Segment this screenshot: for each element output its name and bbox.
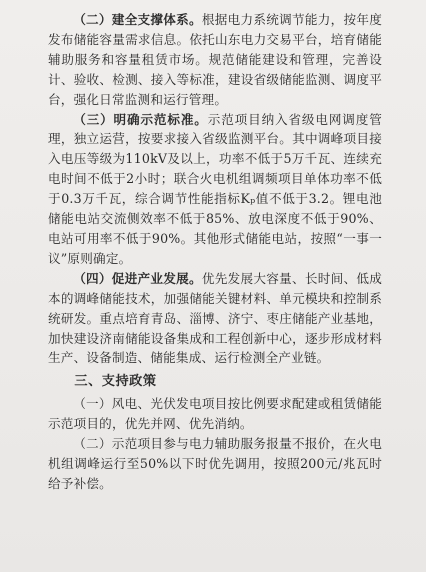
paragraph-lead: （三）明确示范标准。 bbox=[73, 111, 208, 127]
paragraph-industry-development bbox=[48, 269, 382, 369]
paragraph-lead: （二）建全支撑体系。 bbox=[73, 12, 202, 27]
section-heading: 三、支持政策 bbox=[74, 374, 157, 390]
paragraph-text: 根据电力系统调节能力，按年度发布储能容量需求信息。依托山东电力交易平台，培育储能辅助服务和容量租赁市场。规范储能建设和管理，完善设计、验收、检测、接入等标准，建设省级储能监测、调度平台，强化日常监测和运行管理。 bbox=[48, 12, 382, 107]
paragraph-policy-1 bbox=[48, 394, 382, 434]
paragraph-text: （一）风电、光伏发电项目按比例要求配建或租赁储能示范项目的，优先并网、优先消纳。 bbox=[48, 396, 382, 432]
paragraph-text: 优先发展大容量、长时间、低成本的调峰储能技术，加强储能关键材料、单元模块和控制系统研发。重点培育青岛、淄博、济宁、枣庄储能产业基地，加快建设济南储能设备集成和工程创新中心，逐步形成材料生产、设备制造、储能集成、运行检测全产业链。 bbox=[48, 270, 382, 366]
paragraph-text: 示范项目纳入省级电网调度管理，独立运营，按要求接入省级监测平台。其中调峰项目接入电压等级为110kV及以上，功率不低于5万千瓦、连续充电时间不低于2小时；联合火电机组调频项目单体功率不低于0.3万千瓦，综合调节性能指标Kₚ值不低于3.2。锂电池储能电站交流侧效率不低于85%、放电深度不低于90%、电站可用率不低于90%。其他形式储能电站，按照“一事一议”原则确定。 bbox=[48, 111, 383, 266]
paragraph-demo-standards bbox=[48, 110, 382, 269]
paragraph-lead: （四）促进产业发展。 bbox=[73, 270, 202, 286]
paragraph-support-system bbox=[48, 10, 382, 110]
paragraph-text: （二）示范项目参与电力辅助服务报量不报价，在火电机组调峰运行至50%以下时优先调用，按照200元/兆瓦时给予补偿。 bbox=[48, 436, 382, 491]
paragraph-policy-2 bbox=[48, 434, 382, 494]
